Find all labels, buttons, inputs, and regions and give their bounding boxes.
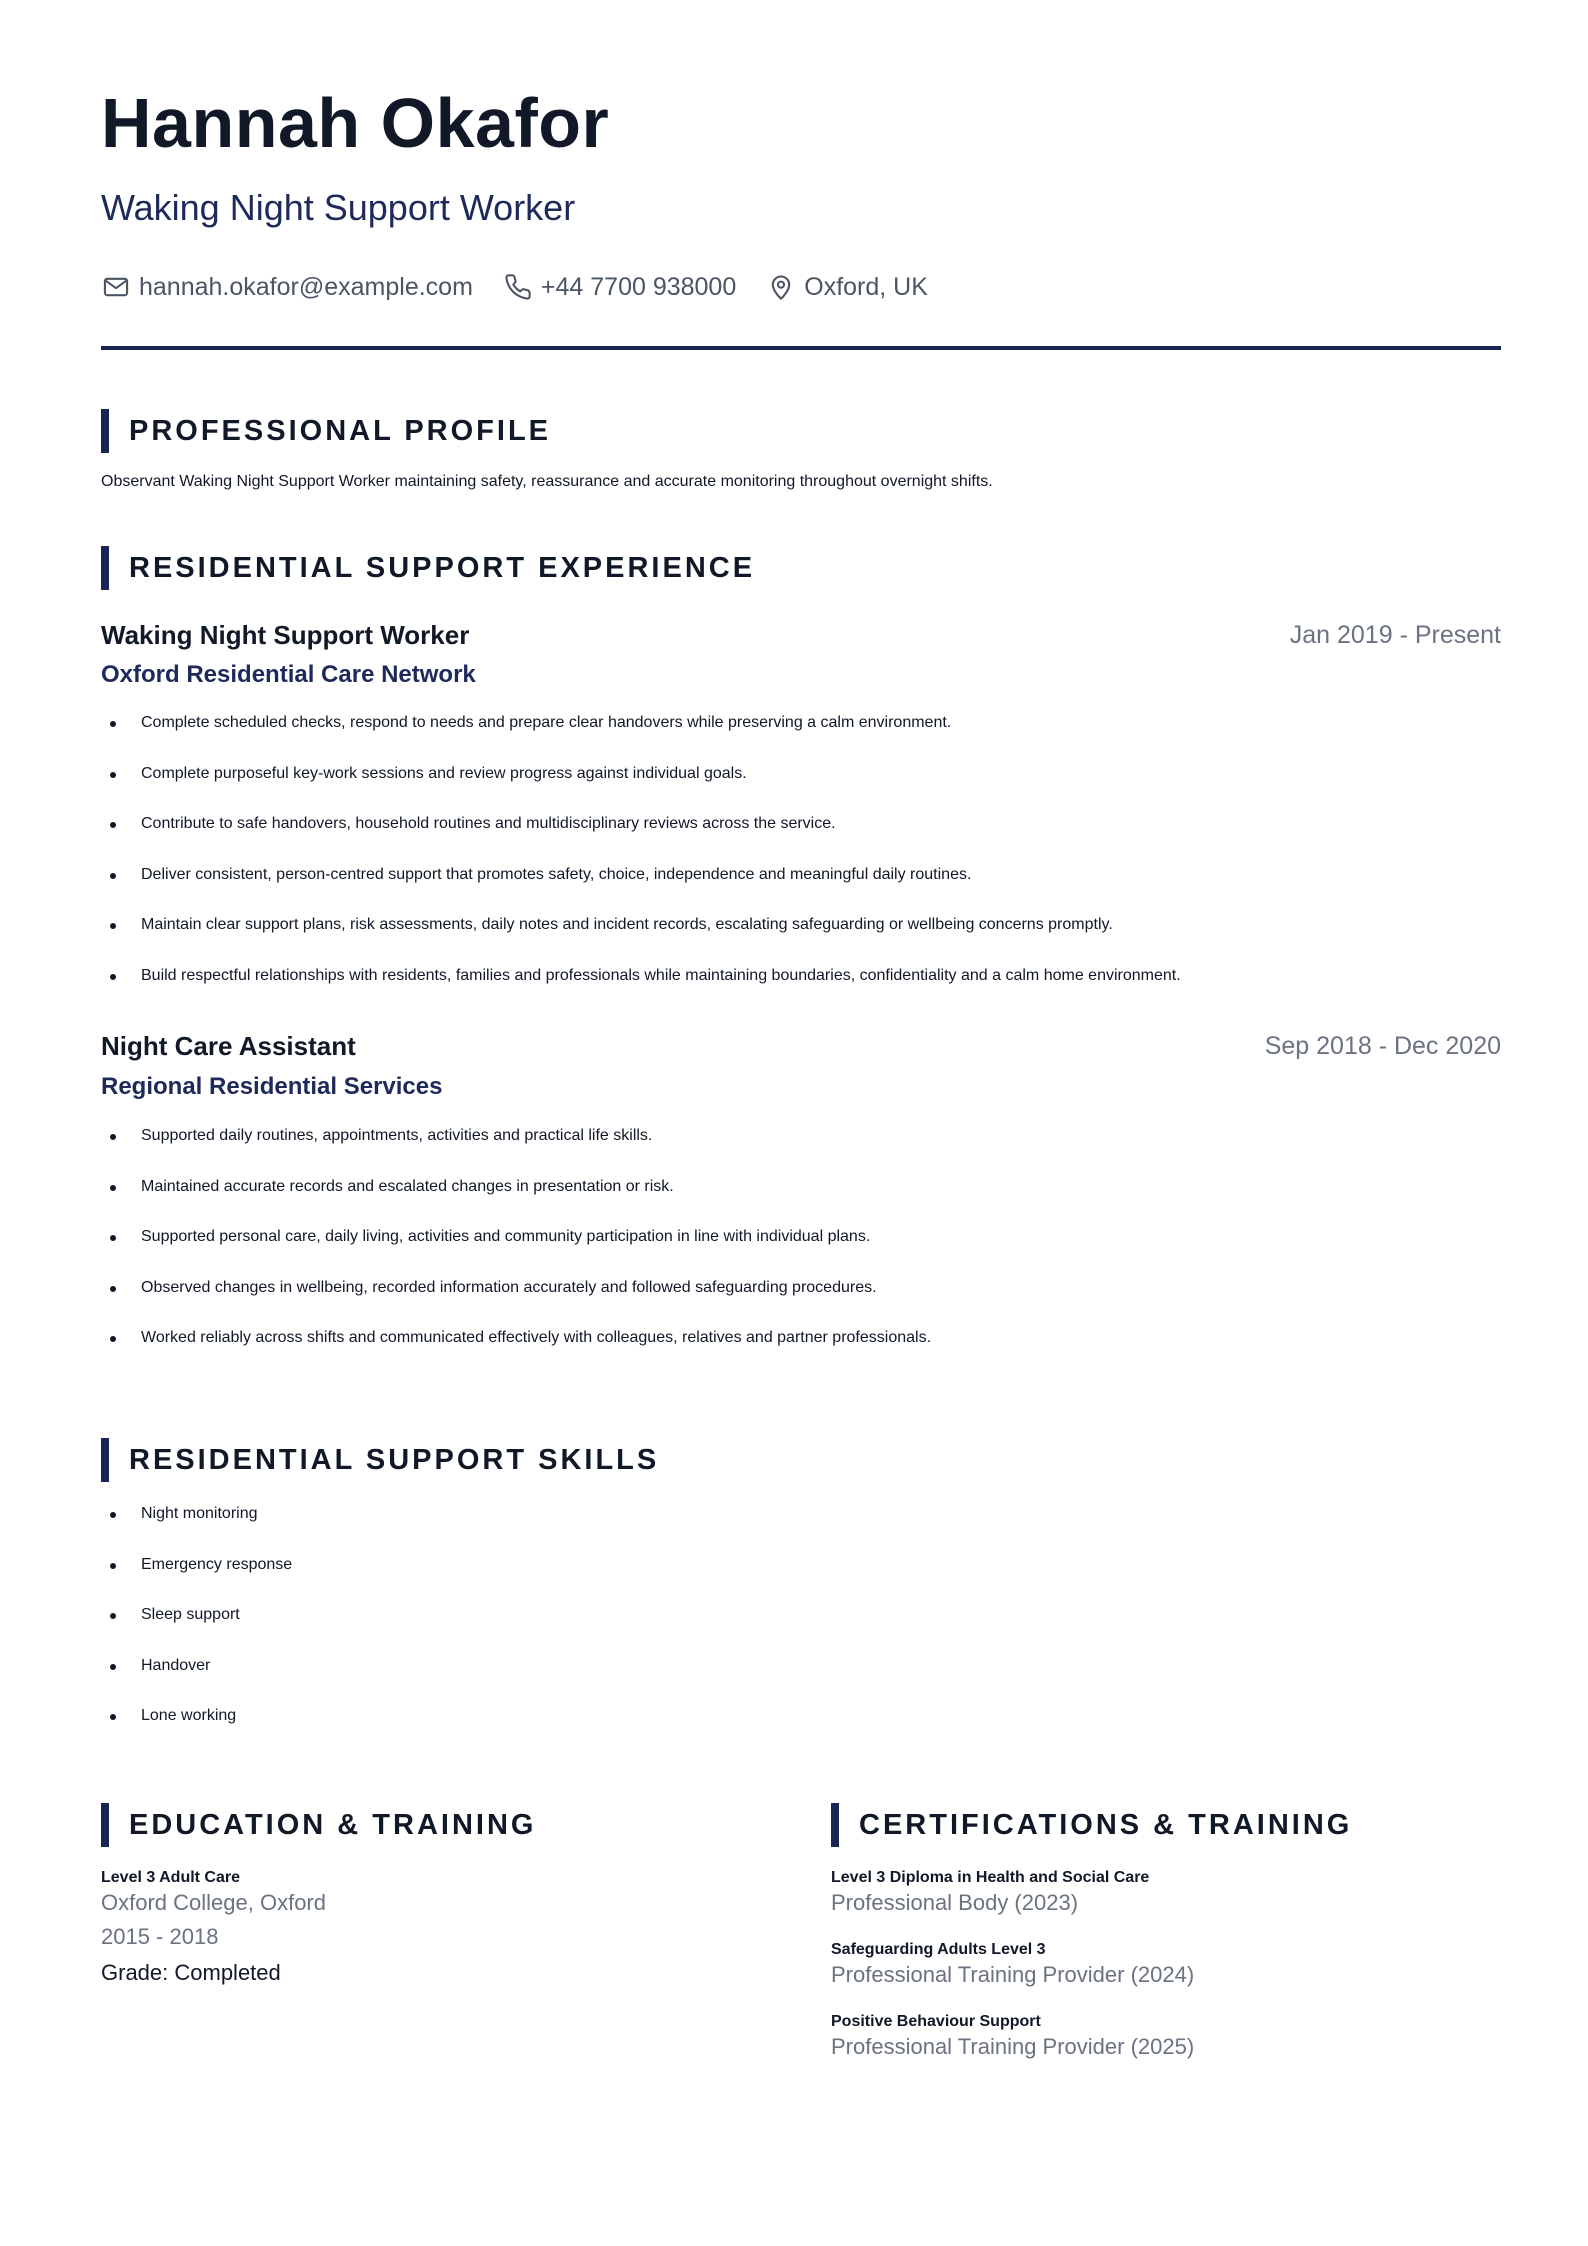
list-item: Observed changes in wellbeing, recorded information accurately and followed safeguarding procedures.	[101, 1278, 1501, 1329]
section-heading-certifications	[831, 1803, 1352, 1847]
certification-provider: Professional Training Provider (2024)	[831, 1962, 1195, 1987]
section-heading-profile	[101, 409, 551, 453]
list-item: Handover	[101, 1656, 1501, 1707]
section-heading-label: PROFESSIONAL PROFILE	[129, 414, 552, 447]
phone-text: +44 7700 938000	[540, 272, 737, 301]
certification-name: Positive Behaviour Support	[831, 2013, 1041, 2030]
contact-phone[interactable]	[503, 272, 736, 302]
education-grade: Grade: Completed	[101, 1960, 281, 1985]
list-item: Build respectful relationships with residents, families and professionals while maintaining boundaries, confidentiality and a calm home environment.	[101, 966, 1501, 1017]
list-item: Supported personal care, daily living, activities and community participation in line with individual plans.	[101, 1227, 1501, 1278]
contact-row	[101, 272, 958, 302]
job-dates: Jan 2019 - Present	[1289, 621, 1501, 649]
mail-icon	[101, 272, 131, 302]
section-accent-bar	[101, 546, 109, 590]
list-item: Emergency response	[101, 1555, 1501, 1606]
phone-icon	[503, 272, 533, 302]
list-item: Supported daily routines, appointments, activities and practical life skills.	[101, 1126, 1501, 1177]
location-text: Oxford, UK	[804, 272, 928, 301]
section-accent-bar	[831, 1803, 839, 1847]
section-accent-bar	[101, 1438, 109, 1482]
skills-list	[101, 1504, 1501, 1757]
list-item: Contribute to safe handovers, household routines and multidisciplinary reviews across the service.	[101, 814, 1501, 865]
certification-entry	[831, 2012, 1501, 2062]
job-dates: Sep 2018 - Dec 2020	[1264, 1032, 1501, 1060]
certification-provider: Professional Training Provider (2025)	[831, 2034, 1195, 2059]
section-heading-experience	[101, 546, 755, 590]
certifications-column	[831, 1868, 1501, 2084]
list-item: Maintained accurate records and escalated changes in presentation or risk.	[101, 1177, 1501, 1228]
certification-name: Safeguarding Adults Level 3	[831, 1941, 1046, 1958]
education-years: 2015 - 2018	[101, 1924, 219, 1949]
section-heading-label: RESIDENTIAL SUPPORT SKILLS	[129, 1443, 660, 1476]
education-column	[101, 1868, 801, 1988]
section-heading-education	[101, 1803, 536, 1847]
map-pin-icon	[766, 272, 796, 302]
list-item: Night monitoring	[101, 1504, 1501, 1555]
list-item: Lone working	[101, 1706, 1501, 1757]
education-institution: Oxford College, Oxford	[101, 1890, 326, 1915]
certification-entry	[831, 1940, 1501, 1990]
candidate-name: Hannah Okafor	[101, 84, 610, 162]
list-item: Deliver consistent, person-centred support that promotes safety, choice, independence and meaningful daily routines.	[101, 865, 1501, 916]
section-heading-label: EDUCATION & TRAINING	[129, 1808, 537, 1841]
list-item: Complete purposeful key-work sessions and review progress against individual goals.	[101, 764, 1501, 815]
list-item: Worked reliably across shifts and communicated effectively with colleagues, relatives and partner professionals.	[101, 1328, 1501, 1379]
contact-location	[766, 272, 928, 302]
list-item: Complete scheduled checks, respond to needs and prepare clear handovers while preserving a calm environment.	[101, 713, 1501, 764]
job-bullets	[101, 1126, 1501, 1379]
contact-email[interactable]	[101, 272, 473, 302]
email-text: hannah.okafor@example.com	[139, 272, 473, 301]
certification-provider: Professional Body (2023)	[831, 1890, 1079, 1915]
certification-entry	[831, 1868, 1501, 1918]
section-heading-label: CERTIFICATIONS & TRAINING	[859, 1808, 1353, 1841]
job-title: Waking Night Support Worker	[101, 620, 470, 650]
job-title: Night Care Assistant	[101, 1031, 356, 1061]
certification-name: Level 3 Diploma in Health and Social Care	[831, 1869, 1150, 1886]
section-heading-skills	[101, 1438, 659, 1482]
header-divider	[101, 346, 1501, 350]
section-accent-bar	[101, 409, 109, 453]
section-accent-bar	[101, 1803, 109, 1847]
list-item: Maintain clear support plans, risk assessments, daily notes and incident records, escalating safeguarding or wellbeing concerns promptly.	[101, 915, 1501, 966]
job-company: Regional Residential Services	[101, 1073, 443, 1100]
candidate-title: Waking Night Support Worker	[101, 187, 576, 228]
profile-summary: Observant Waking Night Support Worker maintaining safety, reassurance and accurate monitoring throughout overnight shifts.	[101, 473, 993, 490]
section-heading-label: RESIDENTIAL SUPPORT EXPERIENCE	[129, 551, 756, 584]
education-qualification: Level 3 Adult Care	[101, 1869, 241, 1886]
job-bullets	[101, 713, 1501, 1016]
list-item: Sleep support	[101, 1605, 1501, 1656]
job-company: Oxford Residential Care Network	[101, 661, 476, 688]
